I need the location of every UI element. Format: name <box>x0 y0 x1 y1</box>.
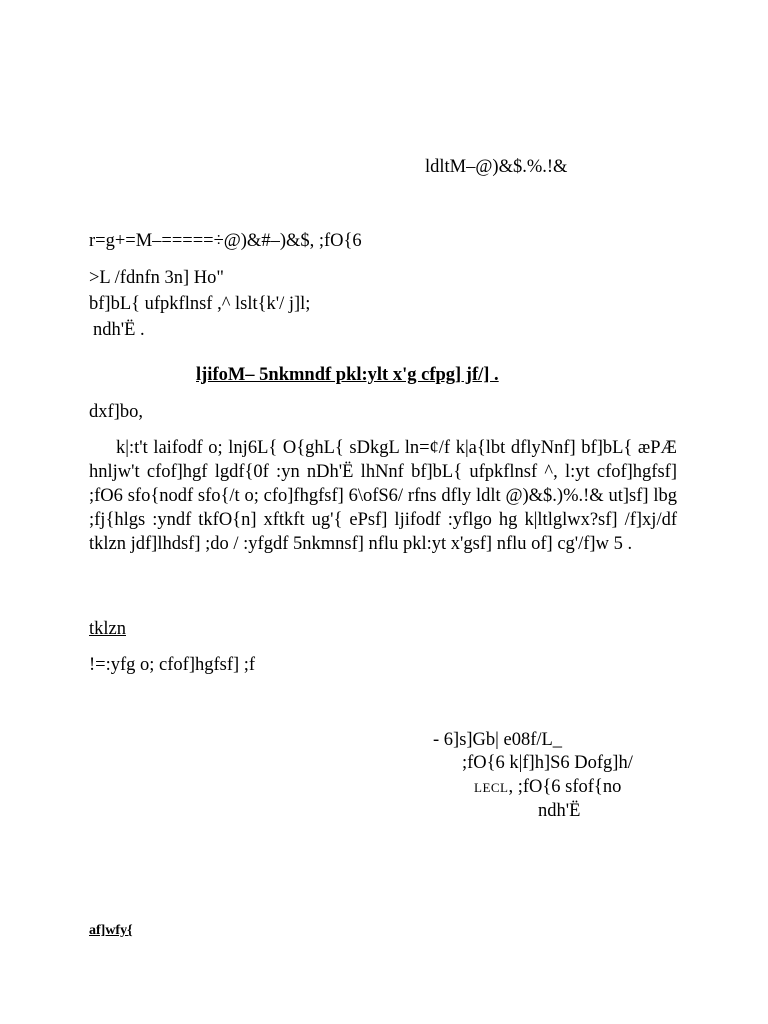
attachment-label: tklzn <box>89 619 126 639</box>
signature-name: - 6]s]Gb| e08f/L_ <box>433 730 563 750</box>
subject-line: ljifoM– 5nkmndf pkl:ylt x'g cfpg] jf/] . <box>196 365 499 385</box>
signature-title: ;fO{6 k|f]h]S6 Dofg]h/ <box>462 753 633 773</box>
signature-office-name: , ;fO{6 sfof{no <box>508 777 622 797</box>
body-paragraph: k|:t't laifodf o; lnj6L{ O{ghL{ sDkgL ln=¢/f k|a{lbt dflyNnf] bf]bL{ æPÆ hnljw't cfof]hgf lgdf{0f :yn nDh'Ë lhNnf bf]bL{ ufpkflnsf ^, l:yt cfof]hgfsf] ;fO6 sfo{nodf sfo{/t o; cfo]fhgfsf] 6\ofS6/ rfns dfly ldlt @)&$.)%.!& ut]sf] lbg ;fj{hlgs :yndf tkfO{n] xftkft ug'{ ePsf] ljifodf :yflgo hg k|ltlglwx?sf] /f]xj/df tklzn jdf]lhdsf] ;do / :yfgdf 5nkmnsf] nflu pkl:yt x'gsf] nflu of] cg'/f]w 5 . <box>89 438 677 554</box>
addressee-line-3: ndh'Ë . <box>93 320 145 340</box>
addressee-line-1: >L /fdnfn 3n] Ho" <box>89 268 224 288</box>
signature-office <box>474 775 621 800</box>
letter-date: ldltM–@)&$.%.!& <box>425 157 568 177</box>
signature-company-abbr: LECL <box>474 780 509 795</box>
addressee-line-2: bf]bL{ ufpkflnsf ,^ lslt{k'/ j]l; <box>89 294 311 314</box>
attachment-item: !=:yfg o; cfof]hgfsf] ;f <box>89 655 256 675</box>
cc-label: af]wfy{ <box>89 923 133 938</box>
reference-number: r=g+=M–=====÷@)&#–)&$, ;fO{6 <box>89 231 362 251</box>
salutation: dxf]bo, <box>89 402 143 422</box>
signature-location: ndh'Ë <box>538 801 581 821</box>
